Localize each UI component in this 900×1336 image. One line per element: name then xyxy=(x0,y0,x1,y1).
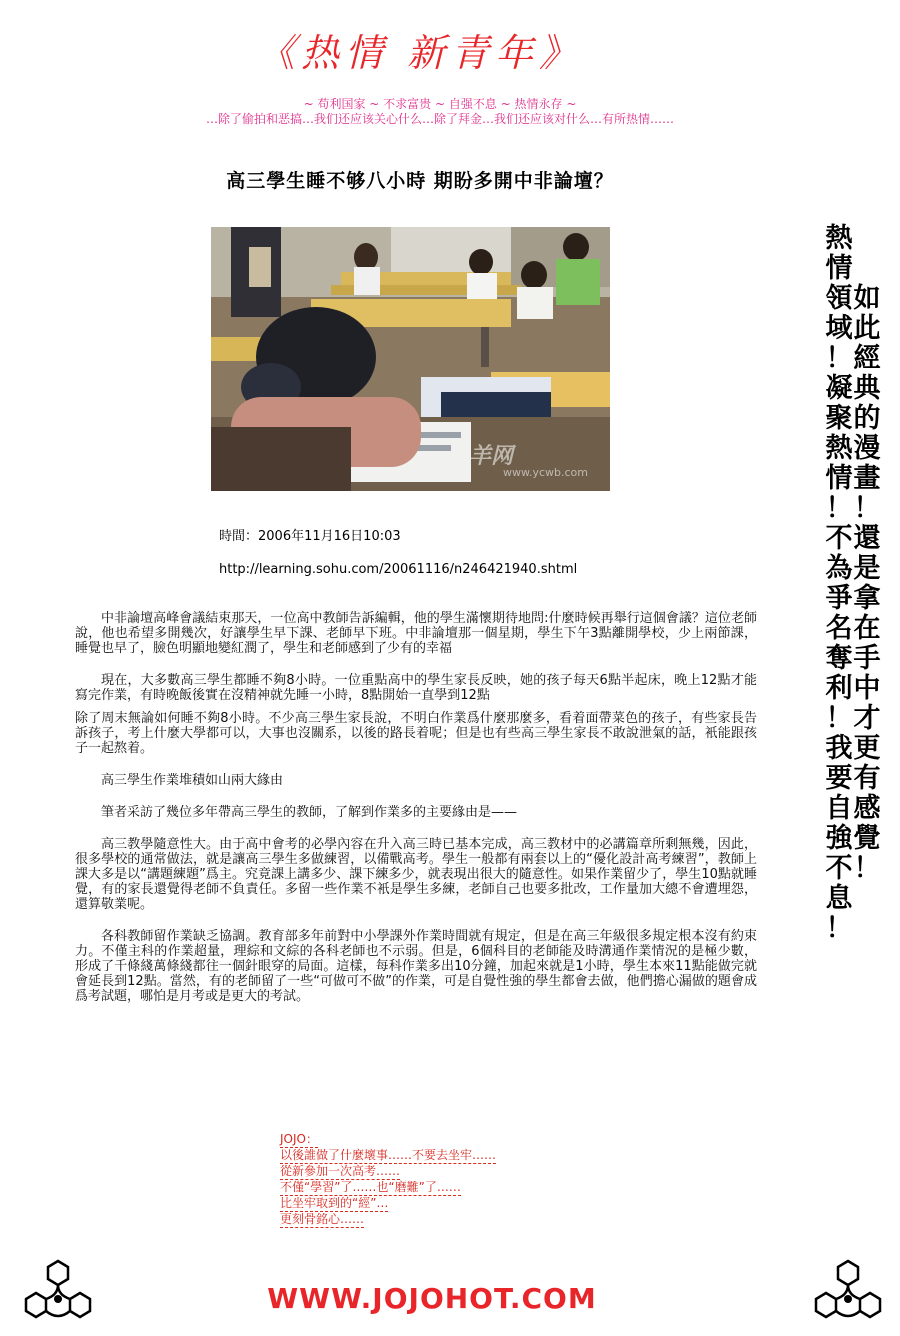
source-url[interactable]: http://learning.sohu.com/20061116/n246421940.shtml xyxy=(219,562,578,577)
side-slogan-char: ！ xyxy=(825,493,853,524)
side-slogan-char: 聚 xyxy=(825,403,853,434)
jojo-note xyxy=(280,1132,600,1228)
photo-watermark-url: www.ycwb.com xyxy=(503,466,589,479)
side-slogan-char: 凝 xyxy=(825,373,853,404)
article-paragraph: 高三教學隨意性大。由于高中會考的必學內容在升入高三時已基本完成，高三教材中的必講篇章所剩無幾，因此，很多學校的通常做法，就是讓高三學生多做練習，以備戰高考。學生一般都有兩套以上的“優化設計高考練習”，教師上課大多是以“講題練題”爲主。究竟課上講多少、課下練多少，就表現出很大的隨意性。如果作業留少了，學生10點就睡覺，有的家長還覺得老師不負責任。多留一些作業不衹是學生多練，老師自己也要多批改，工作量加大總不會遭埋怨，還算敬業呢。 xyxy=(75,837,757,912)
side-slogan-char: ！ xyxy=(825,343,853,374)
jojo-note-line: 從新參加一次高考…… xyxy=(280,1164,401,1178)
side-slogan-char: ！ xyxy=(853,493,881,524)
article-paragraph: 中非論壇高峰會議結束那天，一位高中教師告訴編輯，他的學生滿懷期待地問:什麼時候再舉行這個會議？這位老師說，他也希望多開幾次，好讓學生早下課、老師早下班。中非論壇那一個星期，學生下午3點離開學校，少上兩節課，睡覺也早了，臉色明顯地變紅潤了，學生和老師感到了少有的幸福 xyxy=(75,611,757,656)
article-headline: 高三學生睡不够八小時 期盼多開中非論壇？ xyxy=(226,170,614,192)
brand-title: 《热情 新青年》 xyxy=(256,31,584,75)
side-slogan-char: 拿 xyxy=(853,583,881,614)
side-slogan-char: 域 xyxy=(825,313,853,344)
side-slogan-char: 漫 xyxy=(853,433,881,464)
side-slogan-char: 熱 xyxy=(825,433,853,464)
publish-time: 時間：2006年11月16日10:03 xyxy=(219,529,401,544)
side-slogan-char: 不 xyxy=(825,853,853,884)
side-slogan-char: 典 xyxy=(853,373,881,404)
photo-watermark-label: 羊网 xyxy=(469,444,514,469)
side-slogan-char: 息 xyxy=(825,883,853,914)
footer-site-url[interactable]: WWW.JOJOHOT.COM xyxy=(267,1282,597,1315)
side-slogan-char: 才 xyxy=(853,703,881,734)
ornament-icon xyxy=(24,1255,92,1323)
side-slogan-char: 此 xyxy=(853,313,881,344)
article-subheading: 高三學生作業堆積如山兩大緣由 xyxy=(101,773,284,788)
jojo-note-line: 以後誰做了什麼壞事……不要去坐牢…… xyxy=(280,1148,497,1162)
side-slogan-char: ！ xyxy=(853,853,881,884)
side-slogan-char: 是 xyxy=(853,553,881,584)
side-slogan-char: ！ xyxy=(825,703,853,734)
side-slogan-char: 我 xyxy=(825,733,853,764)
side-slogan-char: 感 xyxy=(853,793,881,824)
side-slogan-char: 熱 xyxy=(825,223,853,254)
side-slogan-char: 奪 xyxy=(825,643,853,674)
photo-watermark xyxy=(469,439,588,479)
side-slogan-char: 自 xyxy=(825,793,853,824)
side-slogan-left xyxy=(852,284,882,884)
side-slogan-char: 有 xyxy=(853,763,881,794)
side-slogan-char: 利 xyxy=(825,673,853,704)
side-slogan-char: 領 xyxy=(825,283,853,314)
side-slogan-char: 如 xyxy=(853,283,881,314)
side-slogan-char: 情 xyxy=(825,463,853,494)
side-slogan-char: 情 xyxy=(825,253,853,284)
side-slogan-char: 為 xyxy=(825,553,853,584)
article-body xyxy=(75,611,757,1021)
side-slogan-char: 的 xyxy=(853,403,881,434)
brand-subline: …除了偷拍和恶搞…我们还应该关心什么…除了拜金…我们还应该对什么…有所热情…… xyxy=(205,112,674,126)
jojo-note-line: 更刻骨銘心…… xyxy=(280,1212,365,1226)
jojo-note-line: 比坐牢取到的“經”… xyxy=(280,1196,389,1210)
article-paragraph: 各科教師留作業缺乏協調。教育部多年前對中小學課外作業時間就有規定，但是在高三年級很多規定根本沒有約束力。不僅主科的作業超量，理綜和文綜的各科老師也不示弱。但是，6個科目的老師能及時溝通作業情況的是極少數，形成了千條綫萬條綫都往一個針眼穿的局面。這樣，每科作業多出10分鐘，加起來就是1小時，學生本來11點能做完就會延長到12點。當然，有的老師留了一些“可做可不做”的作業，可是自覺性強的學生都會去做，他們擔心漏做的題會成爲考試題，哪怕是月考或是更大的考試。 xyxy=(75,929,757,1004)
side-slogan-char: 要 xyxy=(825,763,853,794)
side-slogan-char: 爭 xyxy=(825,583,853,614)
side-slogan-char: 還 xyxy=(853,523,881,554)
side-slogan-char: 畫 xyxy=(853,463,881,494)
side-slogan-char: 更 xyxy=(853,733,881,764)
article-paragraph: 筆者采訪了幾位多年帶高三學生的教師，了解到作業多的主要緣由是—— xyxy=(101,805,518,820)
article-paragraph: 現在，大多數高三學生都睡不夠8小時。一位重點高中的學生家長反映，她的孩子每天6點半起床，晚上12點才能寫完作業，有時晚飯後實在沒精神就先睡一小時，8點開始一直學到12點 xyxy=(75,673,757,703)
side-slogan-char: 覺 xyxy=(853,823,881,854)
article-paragraph: 除了周末無論如何睡不夠8小時。不少高三學生家長說，不明白作業爲什麼那麼多，看着面帶菜色的孩子，有些家長告訴孩子，考上什麼大學都可以，大事也沒關系，以後的路長着呢；但是也有些高三學生家長不敢說泄氣的話，衹能跟孩子一起熬着。 xyxy=(75,711,757,756)
classroom-photo xyxy=(211,227,610,491)
side-slogan-char: 強 xyxy=(825,823,853,854)
ornament-icon xyxy=(814,1255,882,1323)
side-slogan-char: 經 xyxy=(853,343,881,374)
brand-motto: ~ 苟利国家 ~ 不求富贵 ~ 自强不息 ~ 热情永存 ~ xyxy=(303,97,577,111)
side-slogan-char: 中 xyxy=(853,673,881,704)
side-slogan-char: ！ xyxy=(825,913,853,944)
jojo-note-line: JOJO： xyxy=(280,1132,318,1146)
side-slogan-char: 名 xyxy=(825,613,853,644)
side-slogan-char: 手 xyxy=(853,643,881,674)
jojo-note-line: 不僅“學習”了……也“磨難”了…… xyxy=(280,1180,461,1194)
side-slogan-right xyxy=(824,224,854,944)
side-slogan-char: 在 xyxy=(853,613,881,644)
side-slogan-char: 不 xyxy=(825,523,853,554)
